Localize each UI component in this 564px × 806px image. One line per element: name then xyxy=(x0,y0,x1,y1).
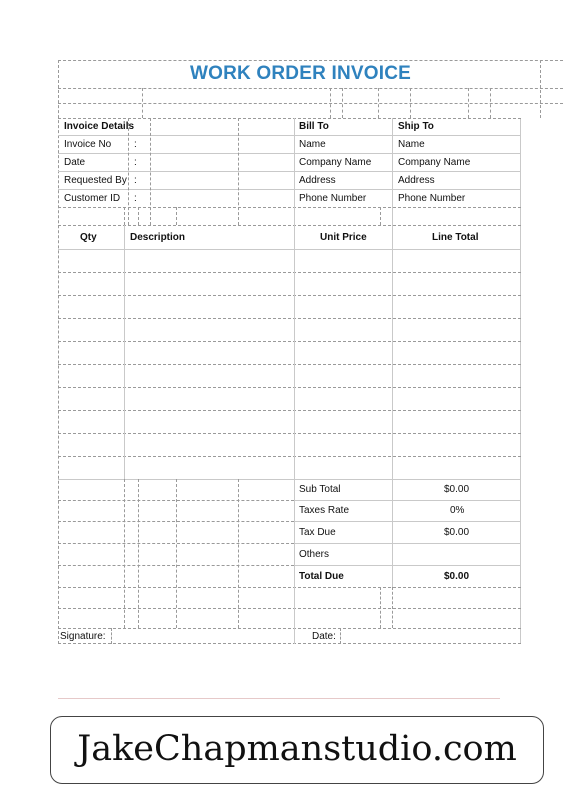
table-row xyxy=(58,295,521,296)
divider xyxy=(238,118,239,225)
divider xyxy=(111,628,112,644)
ship-to-name: Name xyxy=(398,139,425,150)
divider xyxy=(392,587,393,628)
date-footer-label: Date: xyxy=(312,631,336,642)
bottom-border xyxy=(58,643,521,644)
divider xyxy=(294,118,295,225)
subtotal-label: Sub Total xyxy=(299,484,341,495)
divider xyxy=(150,118,151,225)
divider xyxy=(392,225,393,479)
ship-to-phone: Phone Number xyxy=(398,193,466,204)
divider xyxy=(468,88,469,118)
others-label: Others xyxy=(299,549,330,560)
invoice-sheet xyxy=(58,60,521,644)
divider xyxy=(128,118,129,225)
bill-to-company: Company Name xyxy=(299,157,372,168)
customer-id-label: Customer ID xyxy=(64,193,121,204)
table-row xyxy=(58,479,521,480)
date-label: Date xyxy=(64,157,86,168)
subtotal-value: $0.00 xyxy=(444,484,470,495)
divider xyxy=(58,225,521,226)
divider xyxy=(124,207,125,225)
ship-to-address: Address xyxy=(398,175,435,186)
divider xyxy=(58,587,521,588)
table-row xyxy=(58,249,521,250)
description-header: Description xyxy=(130,232,186,243)
tax-due-label: Tax Due xyxy=(299,527,336,538)
tax-due-value: $0.00 xyxy=(444,527,470,538)
divider xyxy=(410,88,411,118)
invoice-title: WORK ORDER INVOICE xyxy=(189,63,412,84)
divider xyxy=(124,225,125,479)
divider xyxy=(142,88,143,118)
divider xyxy=(238,479,239,628)
unit-price-header: Unit Price xyxy=(320,232,367,243)
divider xyxy=(294,500,521,501)
divider xyxy=(378,88,379,118)
divider xyxy=(294,628,295,644)
divider xyxy=(58,608,521,609)
tax-rate-label: Taxes Rate xyxy=(299,505,350,516)
divider xyxy=(58,103,563,104)
bill-to-name: Name xyxy=(299,139,326,150)
divider xyxy=(540,60,541,118)
field-colon: : xyxy=(134,157,137,168)
bill-to-phone: Phone Number xyxy=(299,193,367,204)
requested-by-label: Requested By xyxy=(64,175,127,186)
total-due-label: Total Due xyxy=(299,571,344,582)
divider xyxy=(330,88,331,118)
table-row xyxy=(58,456,521,457)
divider xyxy=(58,628,521,629)
tax-rate-value: 0% xyxy=(450,505,465,516)
table-row xyxy=(58,318,521,319)
divider xyxy=(294,543,521,544)
divider xyxy=(138,207,139,225)
table-row xyxy=(58,272,521,273)
divider xyxy=(392,118,393,225)
divider xyxy=(176,207,177,225)
divider xyxy=(294,225,295,479)
field-colon: : xyxy=(134,193,137,204)
divider xyxy=(380,207,381,225)
table-row xyxy=(58,387,521,388)
qty-header: Qty xyxy=(80,232,97,243)
divider xyxy=(294,521,521,522)
divider xyxy=(294,479,295,628)
divider xyxy=(340,628,341,644)
top-border xyxy=(58,60,563,61)
line-total-header: Line Total xyxy=(432,232,479,243)
divider xyxy=(176,479,177,628)
divider xyxy=(124,479,125,628)
page-separator xyxy=(58,698,500,699)
ship-to-company: Company Name xyxy=(398,157,471,168)
left-border xyxy=(58,60,59,644)
bill-to-heading: Bill To xyxy=(299,121,329,132)
divider xyxy=(342,88,343,118)
signature-label: Signature: xyxy=(60,631,106,642)
divider xyxy=(392,479,393,587)
bill-to-address: Address xyxy=(299,175,336,186)
divider xyxy=(294,565,521,566)
watermark-logo: JakeChapmanstudio.com xyxy=(50,716,544,784)
invoice-no-label: Invoice No xyxy=(64,139,112,150)
field-colon: : xyxy=(134,175,137,186)
table-row xyxy=(58,433,521,434)
table-row xyxy=(58,364,521,365)
field-colon: : xyxy=(134,139,137,150)
divider xyxy=(380,587,381,628)
divider xyxy=(138,479,139,628)
total-due-value: $0.00 xyxy=(444,571,470,582)
ship-to-heading: Ship To xyxy=(398,121,434,132)
invoice-details-heading: Invoice Details xyxy=(64,121,135,132)
divider xyxy=(58,88,563,89)
table-row xyxy=(58,410,521,411)
divider xyxy=(490,88,491,118)
table-row xyxy=(58,341,521,342)
